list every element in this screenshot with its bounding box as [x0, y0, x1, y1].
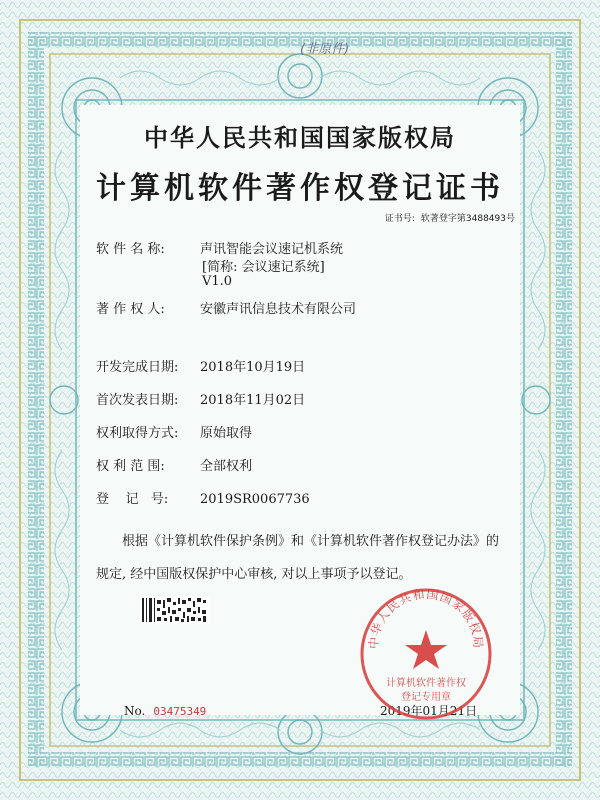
software-name-label: 软 件 名 称: [96, 242, 165, 257]
issue-date: 2019年01月21日 [380, 704, 478, 718]
scope-label: 权 利 范 围: [96, 459, 165, 474]
seal-outer-text: 中华人民共和国国家版权局 [366, 586, 486, 650]
serial-number-label: No. [124, 704, 146, 718]
acquire-method-value: 原始取得 [200, 426, 253, 441]
owner-label: 著 作 权 人: [96, 302, 165, 317]
seal-star-icon [405, 630, 447, 669]
dev-date-label: 开发完成日期: [96, 360, 179, 375]
handwritten-note: (非原件) [300, 42, 350, 57]
field-owner [96, 298, 356, 317]
serial-number [124, 704, 206, 718]
certificate-number [385, 211, 515, 224]
publish-date-label: 首次发表日期: [96, 393, 179, 408]
software-name-value: 声讯智能会议速记机系统 [200, 242, 344, 257]
reg-number-value: 2019SR0067736 [200, 492, 310, 507]
qr-barcode [140, 596, 210, 624]
dev-date-value: 2018年10月19日 [200, 360, 306, 375]
field-reg-number [96, 488, 310, 507]
acquire-method-label: 权利取得方式: [96, 426, 179, 441]
software-short-name: [简称: 会议速记系统] [202, 260, 325, 275]
cert-number-label: 证书号: [384, 214, 415, 224]
seal-line1: 计算机软件著作权 [386, 678, 466, 689]
field-dev-date [96, 356, 305, 375]
serial-number-value: 03475349 [153, 705, 207, 718]
publish-date-value: 2018年11月02日 [200, 393, 306, 408]
body-text-line1: 根据《计算机软件保护条例》和《计算机软件著作权登记办法》的 [122, 534, 500, 549]
seal-line2: 登记专用章 [401, 692, 451, 703]
reg-number-label: 登 记 号: [96, 492, 169, 507]
software-version: V1.0 [202, 274, 233, 289]
field-scope [96, 455, 252, 474]
issuing-authority: 中华人民共和国国家版权局 [144, 123, 456, 152]
scope-value: 全部权利 [200, 459, 253, 474]
field-acquire-method [96, 422, 252, 441]
field-software-name [96, 238, 343, 257]
official-seal [358, 586, 494, 722]
body-text-line2: 规定, 经中国版权保护中心审核, 对以上事项予以登记。 [96, 567, 412, 582]
cert-number-value: 软著登字第3488493号 [420, 214, 515, 224]
certificate-title: 计算机软件著作权登记证书 [96, 171, 504, 206]
owner-value: 安徽声讯信息技术有限公司 [200, 302, 357, 317]
field-publish-date [96, 389, 305, 408]
